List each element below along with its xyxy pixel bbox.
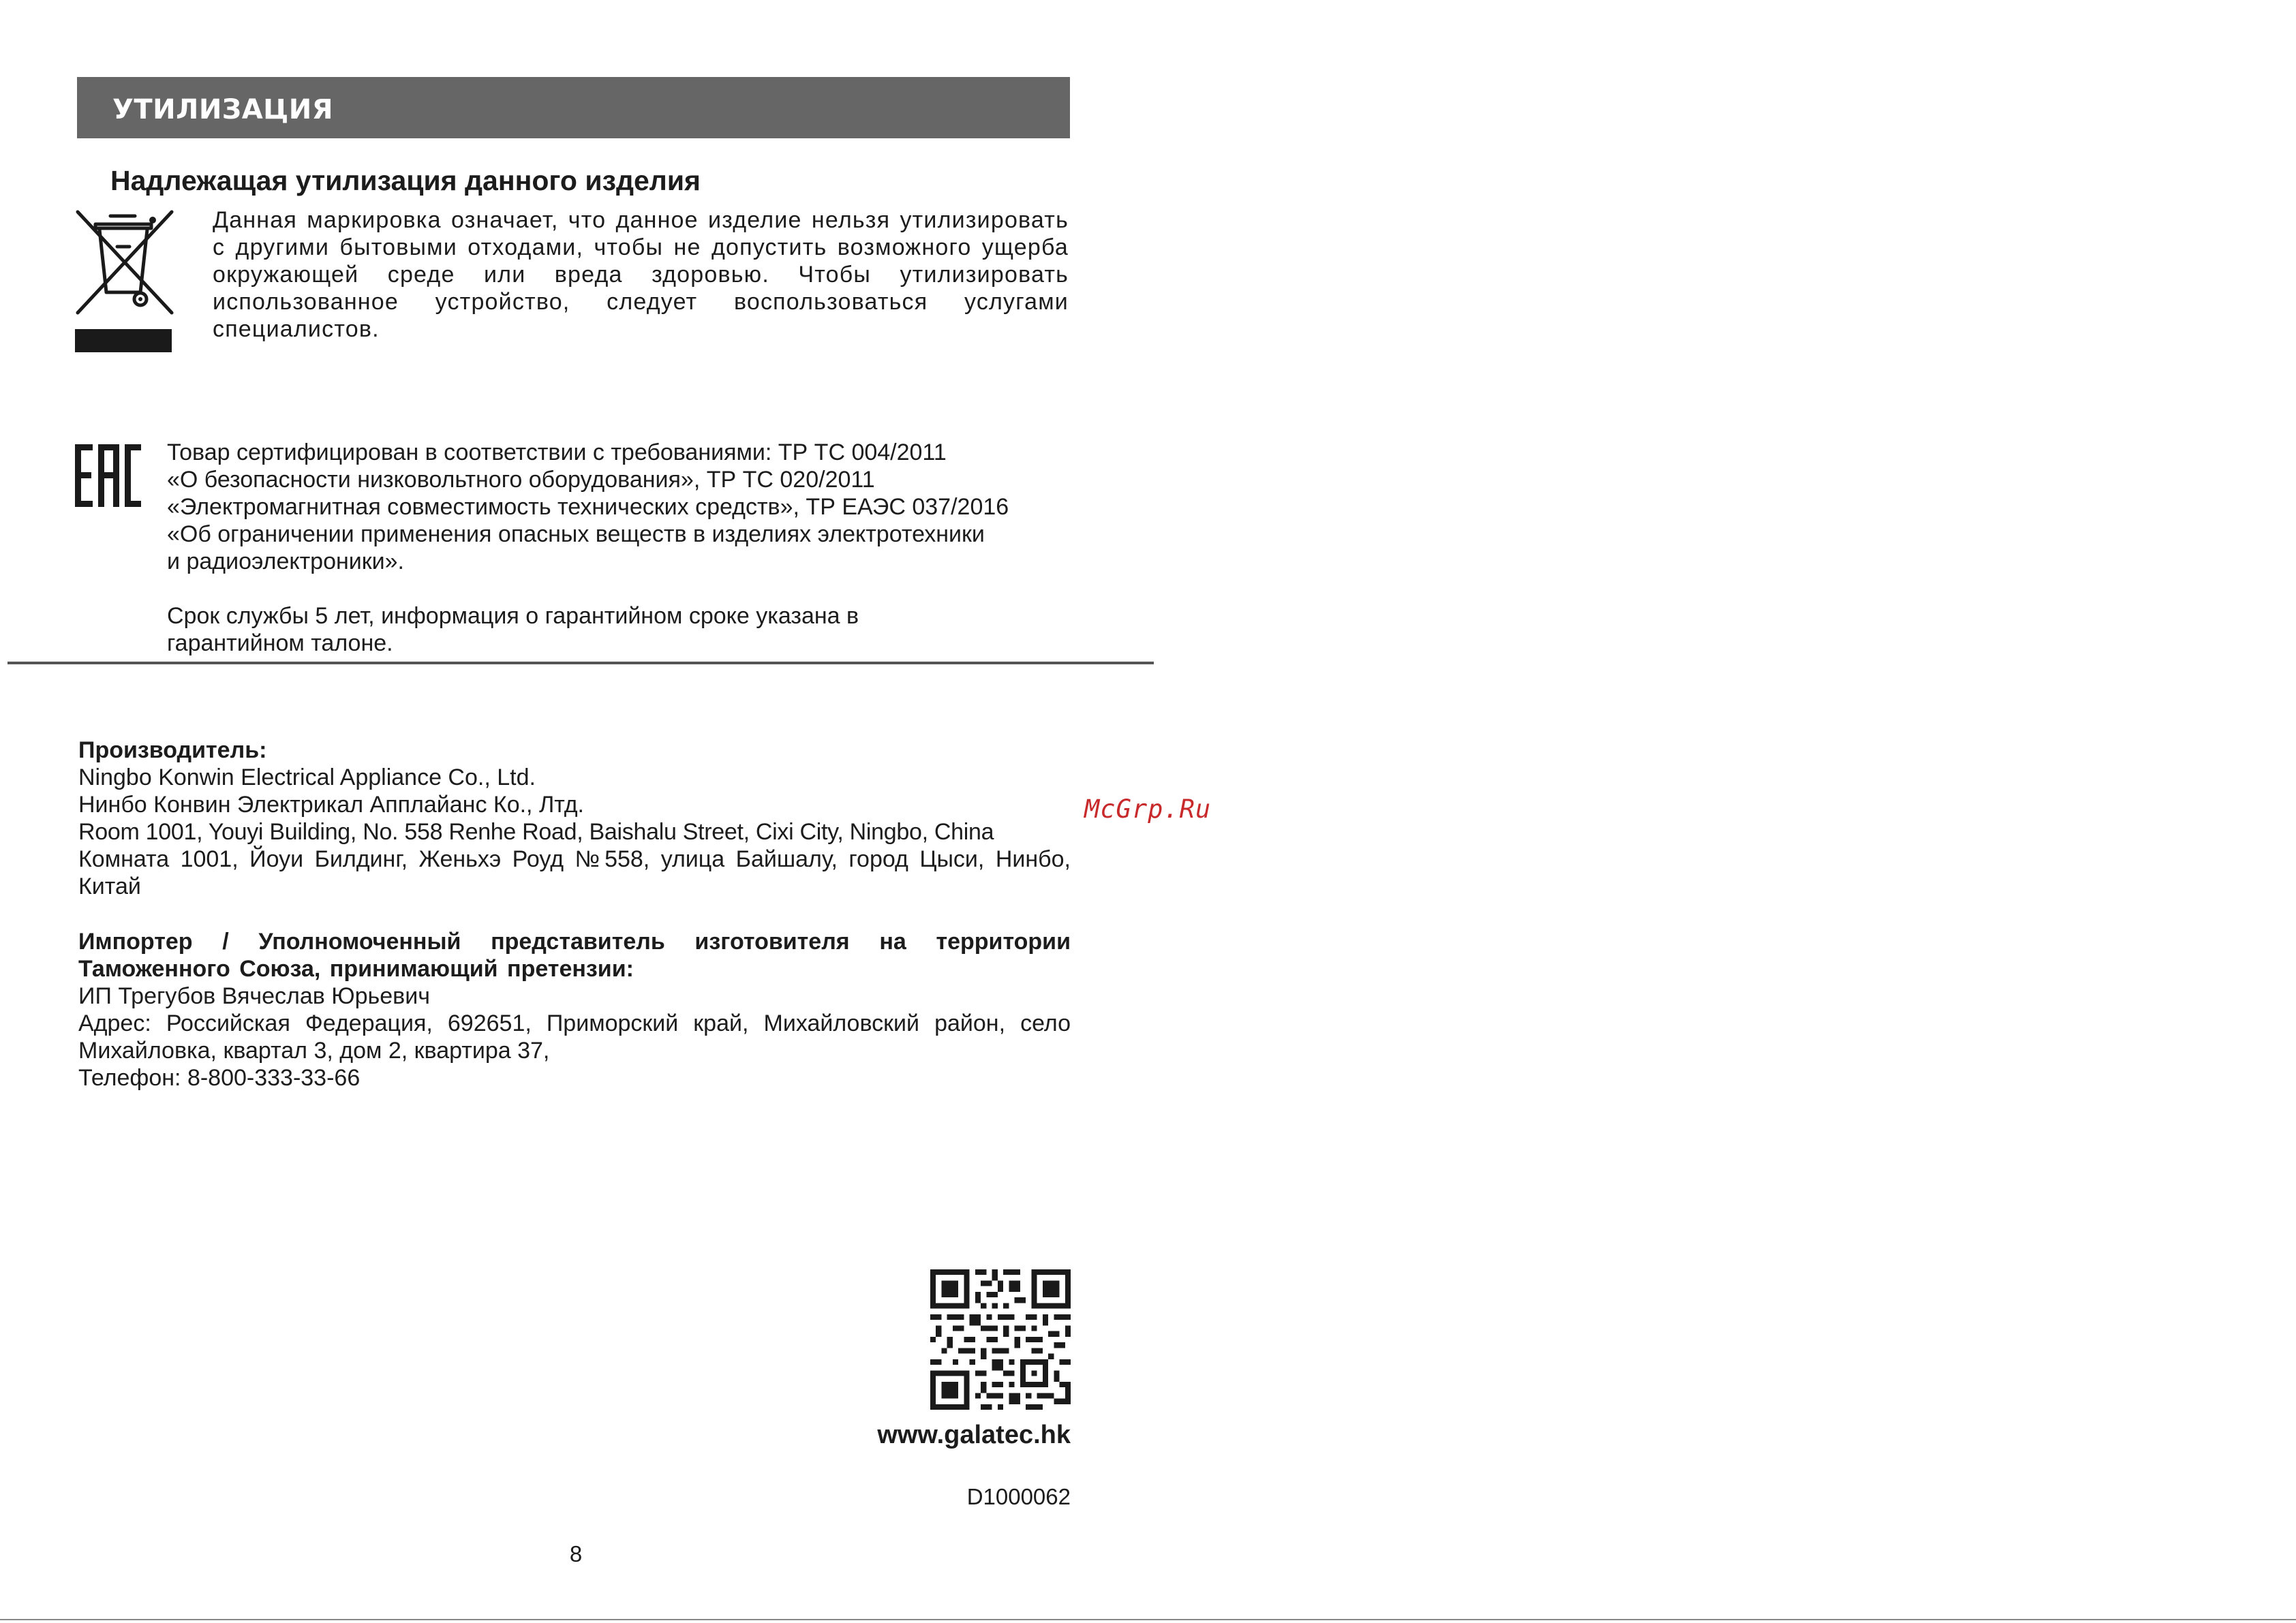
section-header-bar [77,77,1070,138]
section-title: УТИЛИЗАЦИЯ [112,94,334,125]
certification-line: Товар сертифицирован в соответствии с требованиями: ТР ТС 004/2011 [167,439,947,465]
manufacturer-name-ru: Нинбо Конвин Электрикал Апплайанс Ко., Лтд. [78,792,584,818]
service-life-line: гарантийном талоне. [167,630,393,656]
manufacturer-block [78,737,1071,900]
certification-line: и радиоэлектроники». [167,548,404,574]
manufacturer-address-en: Room 1001, Youyi Building, No. 558 Renhe Road, Baishalu Street, Cixi City, Ningbo, China [78,819,994,845]
service-life-line: Срок службы 5 лет, информация о гарантийном сроке указана в [167,603,859,629]
importer-address: Адрес: Российская Федерация, 692651, Приморский край, Михайловский район, село Михайловка, квартал 3, дом 2, квартира 37, [78,1010,1071,1064]
certification-line: «Об ограничении применения опасных веществ в изделиях электротехники [167,521,985,547]
qr-code-icon [930,1269,1071,1410]
document-code: D1000062 [966,1484,1071,1509]
eac-logo [74,442,142,510]
disposal-text: Данная маркировка означает, что данное изделие нельзя утилизировать с другими бытовыми отходами, чтобы не допустить возможного ущерба окружающей среде или вреда здоровью. Чтобы утилизировать использованное устройство, следует воспользоваться услугами специалистов. [213,207,1069,342]
importer-label: Импортер / Уполномоченный представитель изготовителя на территории Таможенного Союза, принимающий претензии: [78,929,1071,982]
page-bottom-edge [0,1619,2296,1620]
certification-text [167,439,1080,657]
manufacturer-address-ru: Комната 1001, Йоуи Билдинг, Женьхэ Роуд №558, улица Байшалу, город Цыси, Нинбо, Китай [78,846,1071,899]
importer-name: ИП Трегубов Вячеслав Юрьевич [78,983,430,1009]
disposal-subheading: Надлежащая утилизация данного изделия [110,165,701,196]
watermark: McGrp.Ru [1084,794,1212,824]
importer-phone: Телефон: 8-800-333-33-66 [78,1065,361,1091]
crossed-out-wheelie-bin-icon [75,209,174,354]
importer-block [78,928,1071,1092]
certification-line: «О безопасности низковольтного оборудования», ТР ТС 020/2011 [167,467,875,493]
section-divider [7,662,1154,664]
certification-line: «Электромагнитная совместимость технических средств», ТР ЕАЭС 037/2016 [167,494,1009,520]
manufacturer-name-en: Ningbo Konwin Electrical Appliance Co., Ltd. [78,764,536,790]
page-number: 8 [569,1541,583,1566]
website-url[interactable]: www.galatec.hk [877,1421,1071,1449]
manufacturer-label: Производитель: [78,737,267,763]
